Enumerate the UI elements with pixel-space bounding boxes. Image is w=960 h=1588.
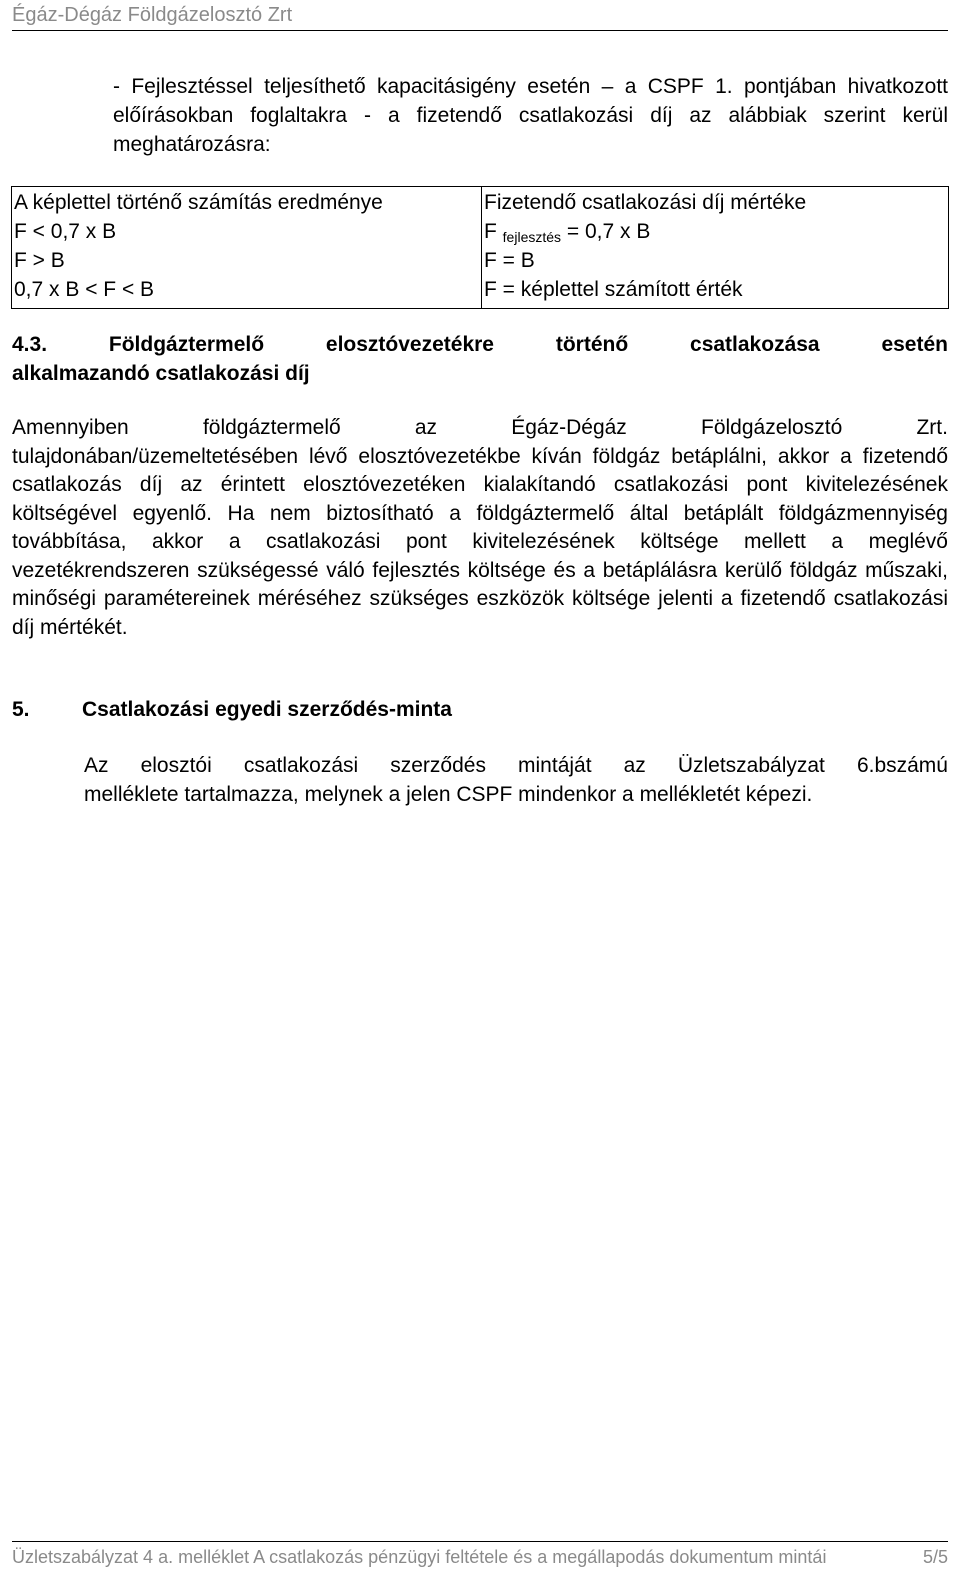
title-word: esetén (881, 333, 948, 356)
word: mintáját (518, 754, 592, 777)
word: földgáztermelő (202, 416, 341, 439)
fee-table-header-fee: Fizetendő csatlakozási díj mértéke (482, 187, 949, 218)
section-5-paragraph (84, 752, 948, 809)
word: Zrt. (916, 416, 948, 439)
title-word: Földgáztermelő (108, 333, 265, 356)
paragraph-first-line (84, 752, 948, 781)
word: Az (84, 754, 109, 777)
intro-paragraph: - Fejlesztéssel teljesíthető kapacitásigény esetén – a CSPF 1. pontjában hivatkozott előírásokban foglaltakra - a fizetendő csatlakozási díj az alábbiak szerint kerül meghatározásra: (113, 75, 948, 156)
word: csatlakozási (243, 754, 359, 777)
paragraph-first-line (12, 414, 948, 443)
fee-table-header-condition: A képlettel történő számítás eredménye (12, 187, 482, 218)
word: 6.bszámú (856, 754, 948, 777)
section-title: Csatlakozási egyedi szerződés-minta (82, 698, 452, 721)
fee-table-condition: 0,7 x B < F < B (12, 275, 482, 309)
paragraph-body: melléklete tartalmazza, melynek a jelen CSPF mindenkor a mellékletét képezi. (84, 782, 813, 806)
section-number: 5. (12, 698, 30, 721)
header-divider (12, 30, 948, 31)
section-4-3-paragraph (12, 414, 948, 642)
section-4-3-title-line2: alkalmazandó csatlakozási díj (12, 362, 310, 385)
word: az (623, 754, 646, 777)
fee-table-fee: F = képlettel számított érték (482, 275, 949, 309)
word: elosztói (140, 754, 212, 777)
footer-divider (12, 1541, 948, 1542)
section-4-3-title-line (12, 330, 948, 359)
fee-subscript: fejlesztés (502, 229, 562, 245)
fee-table-row (12, 246, 949, 275)
word: Égáz-Dégáz (511, 416, 627, 439)
fee-formula: = 0,7 x B (561, 220, 651, 243)
page-header-title: Égáz-Dégáz Földgázelosztó Zrt (12, 4, 293, 26)
title-word: csatlakozása (690, 333, 820, 356)
fee-table-row (12, 217, 949, 246)
section-5-heading (12, 695, 948, 724)
fee-table-condition: F > B (12, 246, 482, 275)
fee-table-row (12, 275, 949, 309)
paragraph-body: tulajdonában/üzemeltetésében lévő elosztóvezetékbe kíván földgáz betáplálni, akkor a fizetendő csatlakozás díj az érintett elosztóvezetéken kialakítandó csatlakozási pont kivitelezésének költségével egyenlő. Ha nem biztosítható a földgáztermelő által betáplált földgázmennyiség továbbítása, akkor a csatlakozási pont kivitelezésének költsége mellett a meglévő vezetékrendszeren szükségessé váló fejlesztés költsége és a betáplálásra kerülő földgáz műszaki, minőségi paramétereinek méréséhez szükséges eszközök költsége jelenti a fizetendő csatlakozási díj mértékét. (12, 444, 948, 639)
word: szerződés (390, 754, 486, 777)
fee-table-fee (482, 217, 949, 246)
fee-table-condition: F < 0,7 x B (12, 217, 482, 246)
fee-table-fee: F = B (482, 246, 949, 275)
word: Földgázelosztó (701, 416, 843, 439)
page-number: 5/5 (922, 1547, 948, 1567)
title-word: elosztóvezetékre (325, 333, 494, 356)
word: az (414, 416, 438, 439)
footer-document-title: Üzletszabályzat 4 a. melléklet A csatlakozás pénzügyi feltétele és a megállapodás dokumentum mintái (12, 1547, 827, 1567)
page-footer (12, 1546, 948, 1568)
section-4-3-heading (12, 330, 948, 388)
fee-table-header-row (12, 187, 949, 218)
word: Üzletszabályzat (677, 754, 825, 777)
section-number: 4.3. (12, 333, 48, 356)
fee-symbol: F (484, 220, 497, 243)
title-word: történő (555, 333, 629, 356)
word: Amennyiben (12, 416, 129, 439)
fee-table (11, 186, 949, 309)
